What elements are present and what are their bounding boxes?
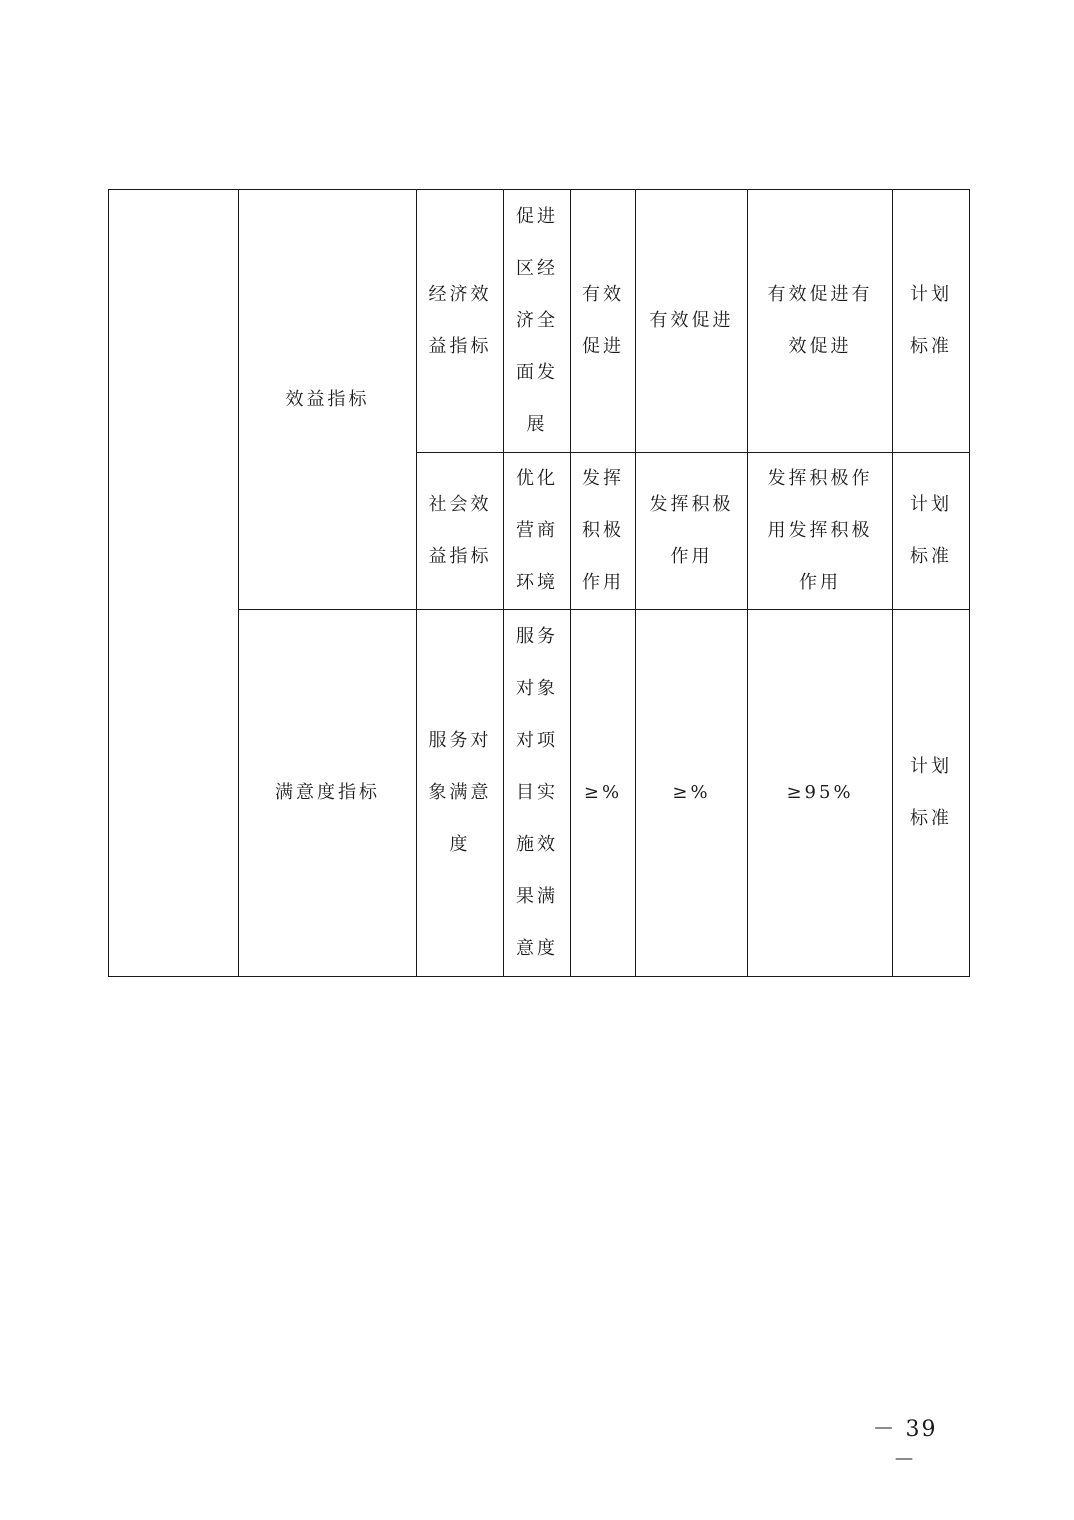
empty-first-column-cell	[109, 190, 239, 977]
indicator-cell: 优化营商环境	[504, 453, 571, 610]
page-number: － 39 －	[872, 1417, 938, 1473]
category-cell: 满意度指标	[239, 610, 417, 977]
basis-cell: 计划标准	[893, 190, 970, 453]
value3-cell: ≥95%	[748, 610, 893, 977]
category-cell: 效益指标	[239, 190, 417, 610]
value2-cell: 有效促进	[636, 190, 748, 453]
value1-cell: 有效促进	[571, 190, 636, 453]
subcategory-cell: 经济效益指标	[417, 190, 504, 453]
value1-cell: 发挥积极作用	[571, 453, 636, 610]
value2-cell: 发挥积极作用	[636, 453, 748, 610]
value1-cell: ≥%	[571, 610, 636, 977]
value2-cell: ≥%	[636, 610, 748, 977]
basis-cell: 计划标准	[893, 610, 970, 977]
basis-cell: 计划标准	[893, 453, 970, 610]
value3-cell: 有效促进有效促进	[748, 190, 893, 453]
performance-indicator-table	[108, 189, 970, 977]
subcategory-cell: 服务对象满意度	[417, 610, 504, 977]
indicator-cell: 服务对象对项目实施效果满意度	[504, 610, 571, 977]
table-row	[109, 190, 970, 453]
table-row	[109, 610, 970, 977]
subcategory-cell: 社会效益指标	[417, 453, 504, 610]
value3-cell: 发挥积极作用发挥积极作用	[748, 453, 893, 610]
indicator-cell: 促进区经济全面发展	[504, 190, 571, 453]
